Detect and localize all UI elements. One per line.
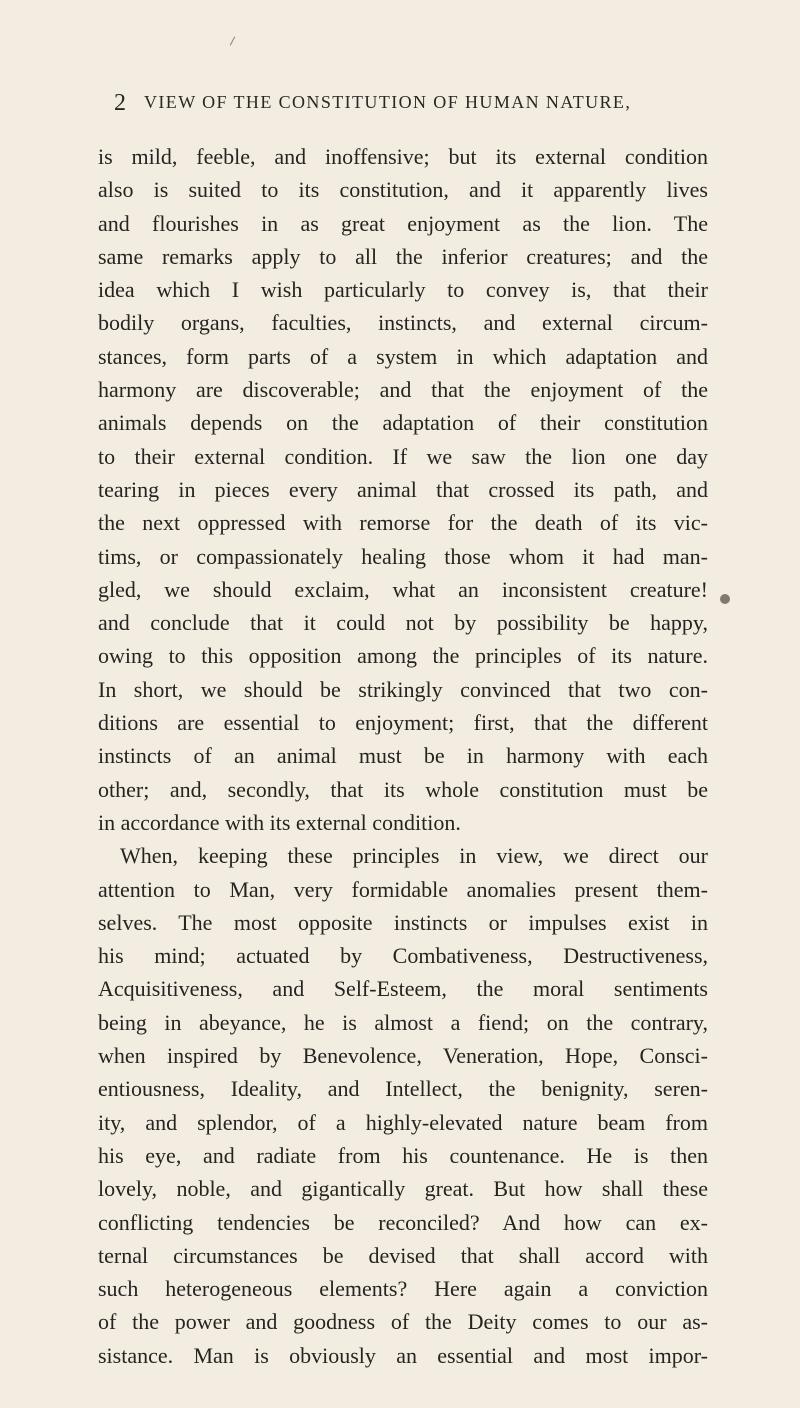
text-line: his eye, and radiate from his countenance. He is then xyxy=(98,1142,708,1168)
body-text xyxy=(98,140,708,1372)
text-line: attention to Man, very formidable anomalies present them- xyxy=(98,876,708,902)
text-line: ternal circumstances be devised that shall accord with xyxy=(98,1242,708,1268)
text-line: tearing in pieces every animal that crossed its path, and xyxy=(98,476,708,502)
text-line: entiousness, Ideality, and Intellect, the benignity, seren- xyxy=(98,1076,708,1102)
text-line: bodily organs, faculties, instincts, and external circum- xyxy=(98,310,708,336)
text-line-paragraph-start: When, keeping these principles in view, we direct our xyxy=(120,843,708,869)
text-line: stances, form parts of a system in which adaptation and xyxy=(98,343,708,369)
text-line: Acquisitiveness, and Self-Esteem, the moral sentiments xyxy=(98,976,708,1002)
text-line: animals depends on the adaptation of their constitution xyxy=(98,410,708,436)
text-line: other; and, secondly, that its whole constitution must be xyxy=(98,776,708,802)
text-line: tims, or compassionately healing those whom it had man- xyxy=(98,543,708,569)
text-line: gled, we should exclaim, what an inconsistent creature! xyxy=(98,576,708,602)
text-line: the next oppressed with remorse for the death of its vic- xyxy=(98,510,708,536)
text-line: also is suited to its constitution, and it apparently lives xyxy=(98,177,708,203)
text-line: ity, and splendor, of a highly-elevated nature beam from xyxy=(98,1109,708,1135)
text-line: of the power and goodness of the Deity comes to our as- xyxy=(98,1309,708,1335)
text-line: such heterogeneous elements? Here again a conviction xyxy=(98,1276,708,1302)
page-number: 2 xyxy=(114,90,126,116)
text-line: idea which I wish particularly to convey is, that their xyxy=(98,277,708,303)
text-line: sistance. Man is obviously an essential and most impor- xyxy=(98,1342,708,1368)
text-line: to their external condition. If we saw the lion one day xyxy=(98,443,708,469)
text-line: his mind; actuated by Combativeness, Destructiveness, xyxy=(98,943,708,969)
text-line: being in abeyance, he is almost a fiend; on the contrary, xyxy=(98,1009,708,1035)
page-header xyxy=(114,92,704,122)
text-line: owing to this opposition among the principles of its nature. xyxy=(98,643,708,669)
text-line: same remarks apply to all the inferior creatures; and the xyxy=(98,243,708,269)
text-line-paragraph-end: in accordance with its external condition. xyxy=(98,809,461,835)
text-line: when inspired by Benevolence, Veneration, Hope, Consci- xyxy=(98,1043,708,1069)
text-line: and flourishes in as great enjoyment as the lion. The xyxy=(98,210,708,236)
running-head: VIEW OF THE CONSTITUTION OF HUMAN NATURE, xyxy=(144,92,632,112)
text-line: lovely, noble, and gigantically great. But how shall these xyxy=(98,1176,708,1202)
text-line: harmony are discoverable; and that the enjoyment of the xyxy=(98,377,708,403)
page-speck xyxy=(230,36,236,45)
text-line: and conclude that it could not by possibility be happy, xyxy=(98,610,708,636)
margin-ink-mark xyxy=(720,594,730,604)
text-line: selves. The most opposite instincts or impulses exist in xyxy=(98,909,708,935)
text-line: conflicting tendencies be reconciled? And how can ex- xyxy=(98,1209,708,1235)
text-line: instincts of an animal must be in harmony with each xyxy=(98,743,708,769)
text-line: ditions are essential to enjoyment; first, that the different xyxy=(98,710,708,736)
text-line: is mild, feeble, and inoffensive; but its external condition xyxy=(98,144,708,169)
text-line: In short, we should be strikingly convinced that two con- xyxy=(98,676,708,702)
